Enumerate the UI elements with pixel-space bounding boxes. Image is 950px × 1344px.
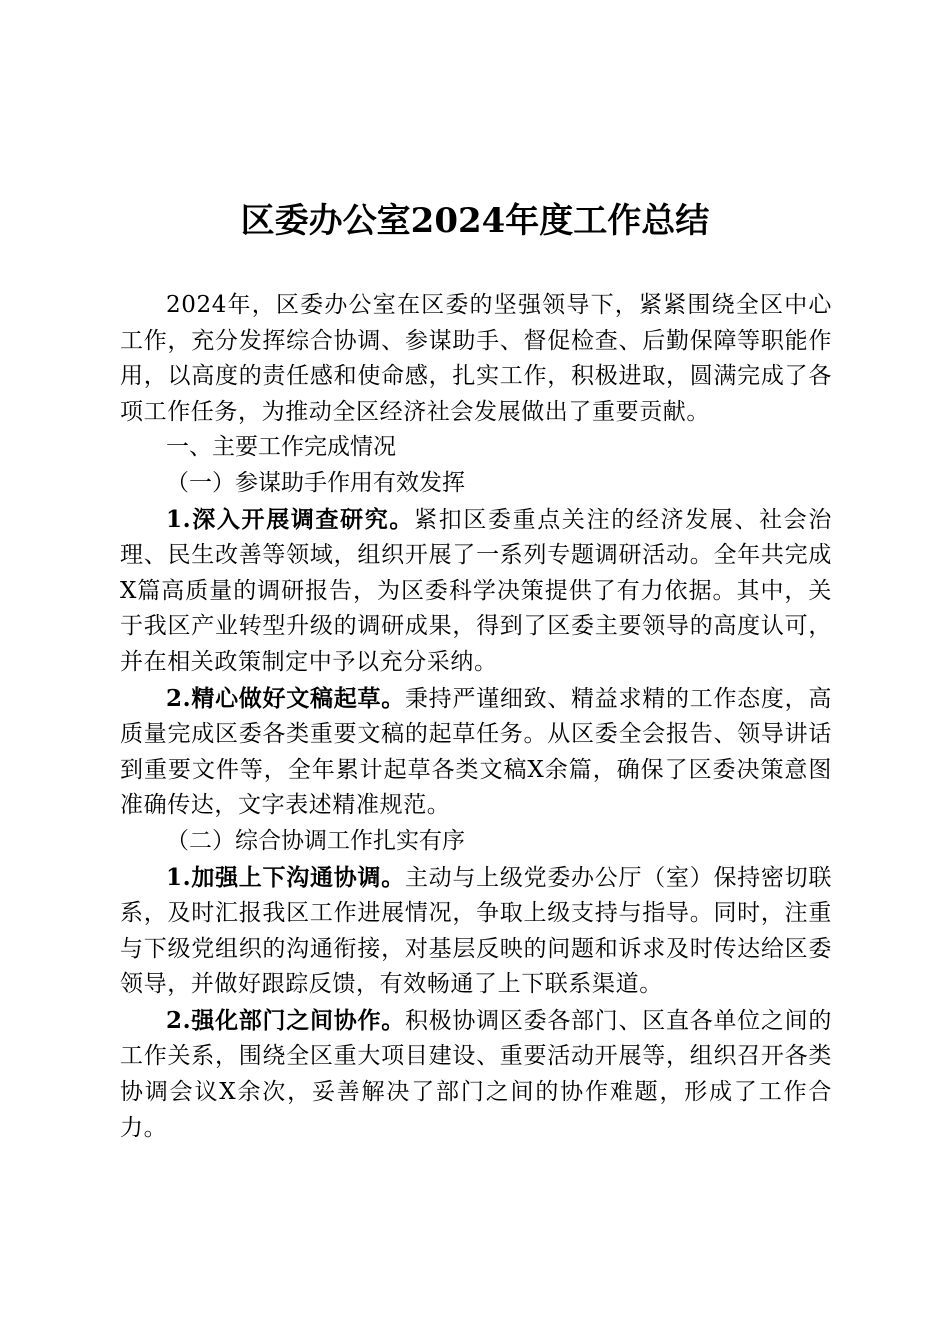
document-title: 区委办公室2024年度工作总结 (240, 201, 710, 241)
paragraph-lead: 2.强化部门之间协作。 (166, 1006, 405, 1034)
paragraph-text: 积极协调区委各部门、区直各单位之间的工作关系，围绕全区重大项目建设、重要活动开展等，组织召开各类协调会议X余次，妥善解决了部门之间的协作难题，形成了工作合力。 (120, 1007, 832, 1141)
paragraph-lead: 1.深入开展调查研究。 (166, 505, 415, 533)
subsection-heading-2: （二）综合协调工作扎实有序 (166, 827, 465, 854)
subsection-heading-1: （一）参谋助手作用有效发挥 (166, 469, 465, 496)
paragraph-lead: 1.加强上下沟通协调。 (166, 863, 405, 891)
paragraph-research (120, 502, 832, 681)
paragraph-communication (120, 860, 832, 1003)
paragraph-text: 紧扣区委重点关注的经济发展、社会治理、民生改善等领域，组织开展了一系列专题调研活动。全年共完成X篇高质量的调研报告，为区委科学决策提供了有力依据。其中，关于我区产业转型升级的调研成果，得到了区委主要领导的高度认可，并在相关政策制定中予以充分采纳。 (120, 506, 832, 675)
intro-paragraph: 2024年，区委办公室在区委的坚强领导下，紧紧围绕全区中心工作，充分发挥综合协调、参谋助手、督促检查、后勤保障等职能作用，以高度的责任感和使命感，扎实工作，积极进取，圆满完成了各项工作任务，为推动全区经济社会发展做出了重要贡献。 (120, 292, 832, 425)
document-body (120, 288, 832, 1146)
paragraph-collaboration (120, 1003, 832, 1146)
paragraph-text: 主动与上级党委办公厅（室）保持密切联系，及时汇报我区工作进展情况，争取上级支持与指导。同时，注重与下级党组织的沟通衔接，对基层反映的问题和诉求及时传达给区委领导，并做好跟踪反馈，有效畅通了上下联系渠道。 (120, 864, 832, 998)
paragraph-text: 秉持严谨细致、精益求精的工作态度，高质量完成区委各类重要文稿的起草任务。从区委全会报告、领导讲话到重要文件等，全年累计起草各类文稿X余篇，确保了区委决策意图准确传达，文字表述精准规范。 (120, 685, 832, 819)
paragraph-lead: 2.精心做好文稿起草。 (166, 684, 405, 712)
paragraph-drafting (120, 681, 832, 824)
section-heading: 一、主要工作完成情况 (166, 434, 396, 461)
